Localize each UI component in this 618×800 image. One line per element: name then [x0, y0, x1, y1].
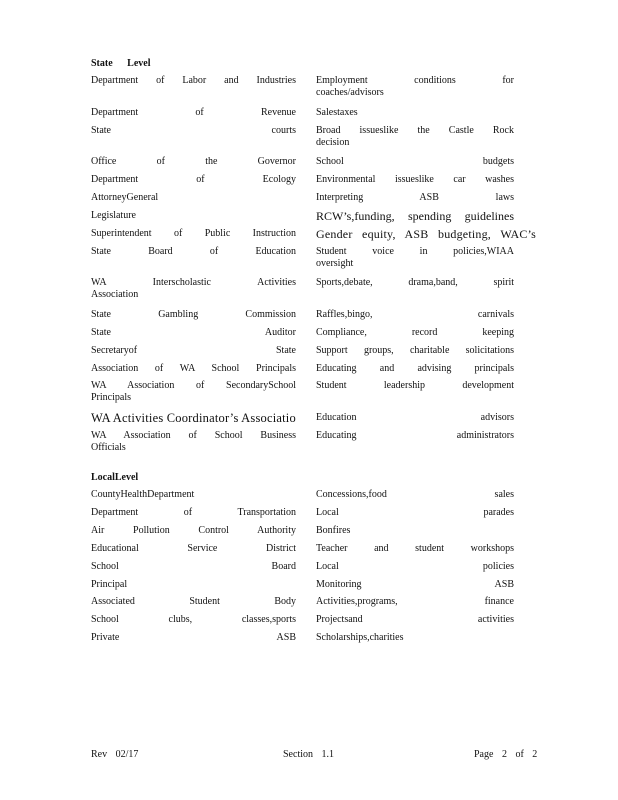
organization-cell [91, 579, 296, 591]
organization-cell [91, 543, 296, 555]
organization-text: WA Association of School Business [91, 430, 296, 441]
organization-cell [91, 327, 296, 339]
organization-text: Private ASB [91, 632, 296, 643]
area-text: Student leadership development [316, 380, 514, 391]
area-text: RCW’s,funding, spending guidelines [316, 209, 514, 223]
organization-cell [91, 277, 296, 301]
area-text: Gender equity, ASB budgeting, WAC’s [316, 227, 536, 241]
area-text: Educating administrators [316, 430, 514, 441]
area-of-involvement-cell [316, 380, 514, 392]
area-text: Local policies [316, 561, 514, 572]
area-of-involvement-cell [316, 174, 514, 186]
organization-text: Principals [91, 392, 131, 403]
organization-cell [91, 632, 296, 644]
organization-cell [91, 489, 296, 501]
organization-cell [91, 75, 296, 87]
area-of-involvement-cell [316, 363, 514, 375]
organization-text: Office of the Governor [91, 156, 296, 167]
area-text: School budgets [316, 156, 514, 167]
organization-cell [91, 174, 296, 186]
area-text: Raffles,bingo, carnivals [316, 309, 514, 320]
area-of-involvement-cell [316, 246, 514, 270]
area-text: Monitoring ASB [316, 579, 514, 590]
organization-cell [91, 596, 296, 608]
organization-text: Associated Student Body [91, 596, 296, 607]
area-of-involvement-cell [316, 596, 514, 608]
area-text: Compliance, record keeping [316, 327, 514, 338]
area-text: Local parades [316, 507, 514, 518]
area-text: Salestaxes [316, 107, 358, 118]
organization-text: Legislature [91, 210, 136, 221]
footer-page-number: Page 2 of 2 [474, 749, 538, 760]
organization-cell [91, 345, 296, 357]
organization-text: State courts [91, 125, 296, 136]
area-text: coaches/advisors [316, 87, 384, 98]
area-of-involvement-cell [316, 412, 514, 424]
area-text: Scholarships,charities [316, 632, 404, 643]
organization-cell [91, 309, 296, 321]
organization-text: Air Pollution Control Authority [91, 525, 296, 536]
organization-cell [91, 412, 296, 424]
area-of-involvement-cell [316, 525, 514, 537]
area-of-involvement-cell [316, 210, 514, 222]
organization-text: Department of Ecology [91, 174, 296, 185]
organization-cell [91, 380, 296, 404]
organization-text: Officials [91, 442, 126, 453]
area-text: Education advisors [316, 412, 514, 423]
organization-cell [91, 507, 296, 519]
area-text: Projectsand activities [316, 614, 514, 625]
organization-cell [91, 125, 296, 137]
local-level-heading: LocalLevel [91, 472, 139, 483]
area-of-involvement-cell [316, 632, 514, 644]
area-of-involvement-cell [316, 327, 514, 339]
area-text: Sports,debate, drama,band, spirit [316, 277, 514, 288]
area-text: Concessions,food sales [316, 489, 514, 500]
organization-text: Educational Service District [91, 543, 296, 554]
organization-cell [91, 614, 296, 626]
area-text: Employment conditions for [316, 75, 514, 86]
area-of-involvement-cell [316, 430, 514, 442]
organization-text: WA Association of SecondarySchool [91, 380, 296, 391]
area-of-involvement-cell [316, 277, 514, 289]
organization-text: School Board [91, 561, 296, 572]
organization-text: Principal [91, 579, 128, 590]
organization-cell [91, 246, 296, 258]
organization-text: Association of WA School Principals [91, 363, 296, 374]
area-of-involvement-cell [316, 543, 514, 555]
area-text: Student voice in policies,WIAA [316, 246, 514, 257]
organization-text: Superintendent of Public Instruction [91, 228, 296, 239]
area-of-involvement-cell [316, 489, 514, 501]
area-of-involvement-cell [316, 227, 536, 241]
area-of-involvement-cell [316, 125, 514, 149]
area-text: Educating and advising principals [316, 363, 514, 374]
organization-text: State Auditor [91, 327, 296, 338]
organization-cell [91, 228, 296, 240]
organization-cell [91, 430, 296, 454]
area-text: decision [316, 137, 350, 148]
organization-text: WA Activities Coordinator’s Associatio [91, 412, 296, 424]
organization-cell [91, 107, 296, 119]
area-of-involvement-cell [316, 579, 514, 591]
organization-cell [91, 525, 296, 537]
area-of-involvement-cell [316, 309, 514, 321]
organization-text: Secretaryof State [91, 345, 296, 356]
organization-cell [91, 156, 296, 168]
footer-revision: Rev 02/17 [91, 749, 139, 760]
area-of-involvement-cell [316, 156, 514, 168]
area-text: oversight [316, 258, 354, 269]
area-text: Environmental issueslike car washes [316, 174, 514, 185]
organization-text: Department of Revenue [91, 107, 296, 118]
organization-text: AttorneyGeneral [91, 192, 159, 203]
organization-text: Association [91, 289, 139, 300]
area-of-involvement-cell [316, 192, 514, 204]
footer-section: Section 1.1 [283, 749, 334, 760]
organization-cell [91, 210, 296, 222]
organization-cell [91, 192, 296, 204]
area-text: Teacher and student workshops [316, 543, 514, 554]
organization-text: Department of Transportation [91, 507, 296, 518]
area-of-involvement-cell [316, 507, 514, 519]
area-of-involvement-cell [316, 345, 514, 357]
organization-text: School clubs, classes,sports [91, 614, 296, 625]
area-text: Support groups, charitable solicitations [316, 345, 514, 356]
area-of-involvement-cell [316, 561, 514, 573]
area-of-involvement-cell [316, 75, 514, 99]
organization-text: State Gambling Commission [91, 309, 296, 320]
organization-cell [91, 561, 296, 573]
area-text: Activities,programs, finance [316, 596, 514, 607]
area-of-involvement-cell [316, 107, 514, 119]
area-of-involvement-cell [316, 614, 514, 626]
area-text: Broad issueslike the Castle Rock [316, 125, 514, 136]
organization-cell [91, 363, 296, 375]
organization-text: CountyHealthDepartment [91, 489, 195, 500]
area-text: Bonfires [316, 525, 351, 536]
organization-text: Department of Labor and Industries [91, 75, 296, 86]
area-text: Interpreting ASB laws [316, 192, 514, 203]
organization-text: WA Interscholastic Activities [91, 277, 296, 288]
organization-text: State Board of Education [91, 246, 296, 257]
state-level-heading: State Level [91, 58, 151, 69]
